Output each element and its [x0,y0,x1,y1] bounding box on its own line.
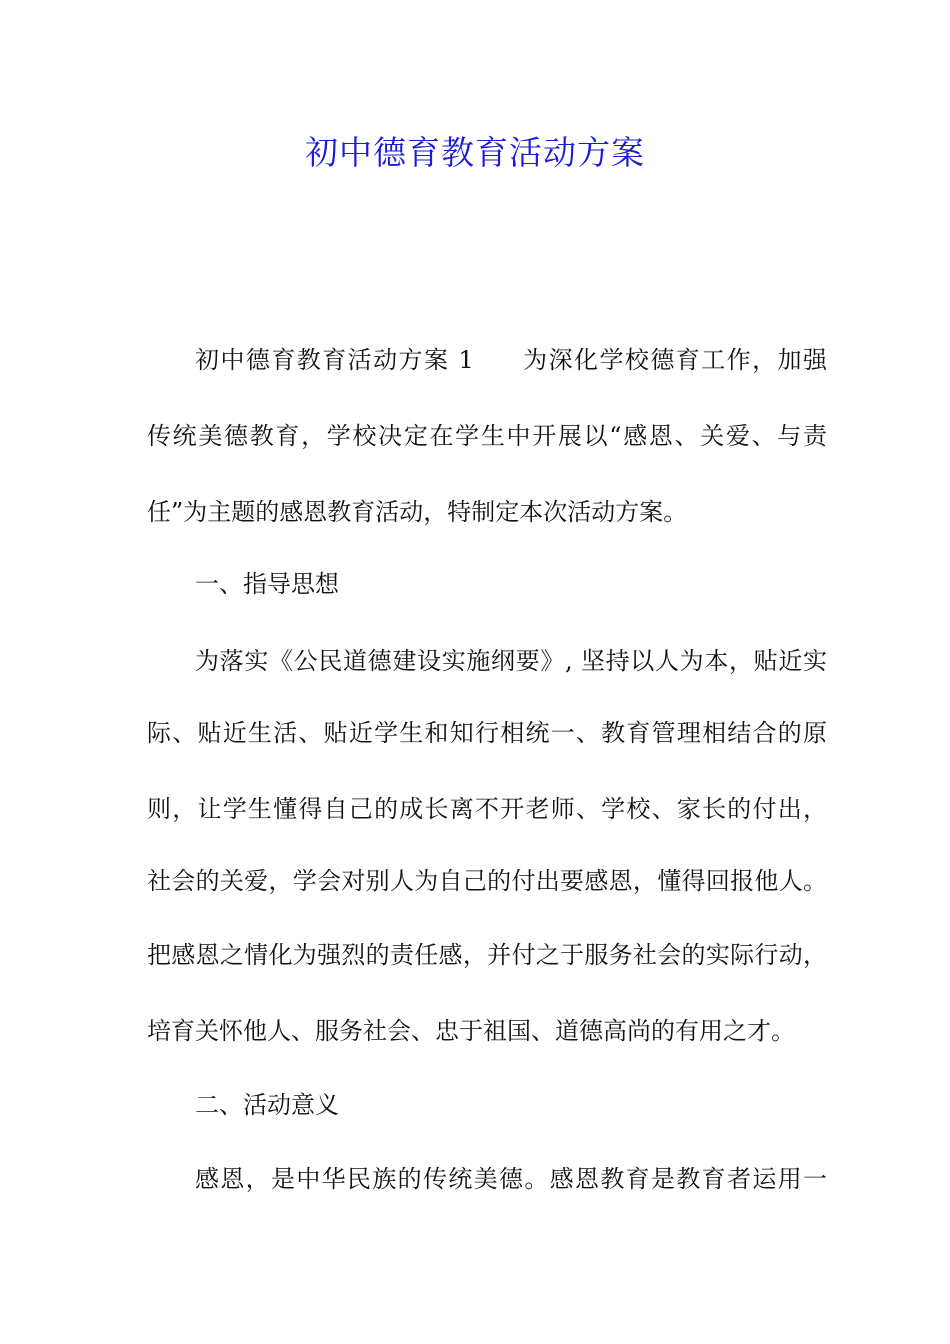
section-heading: 一、指导思想 [195,570,339,598]
paragraph-line [195,340,827,380]
paragraph-line: 传统美德教育，学校决定在学生中开展以“感恩、关爱、与责 [147,422,827,450]
paragraph-line: 任”为主题的感恩教育活动，特制定本次活动方案。 [147,498,688,526]
paragraph-line: 把感恩之情化为强烈的责任感，并付之于服务社会的实际行动， [147,941,827,969]
heading-text: 初中德育教育活动方案 1 [195,346,474,374]
body-text: 为深化学校德育工作，加强 [521,346,827,374]
paragraph-line: 际、贴近生活、贴近学生和知行相统一、教育管理相结合的原 [147,719,827,747]
paragraph-line: 培育关怀他人、服务社会、忠于祖国、道德高尚的有用之才。 [147,1017,795,1045]
paragraph-line: 则，让学生懂得自己的成长离不开老师、学校、家长的付出， [147,795,827,823]
paragraph-line: 感恩，是中华民族的传统美德。感恩教育是教育者运用一 [195,1165,827,1193]
document-title: 初中德育教育活动方案 [305,133,645,172]
section-heading: 二、活动意义 [195,1091,339,1119]
paragraph-line: 为落实《公民道德建设实施纲要》, 坚持以人为本，贴近实 [195,647,827,675]
paragraph-line: 社会的关爱，学会对别人为自己的付出要感恩，懂得回报他人。 [147,867,827,895]
